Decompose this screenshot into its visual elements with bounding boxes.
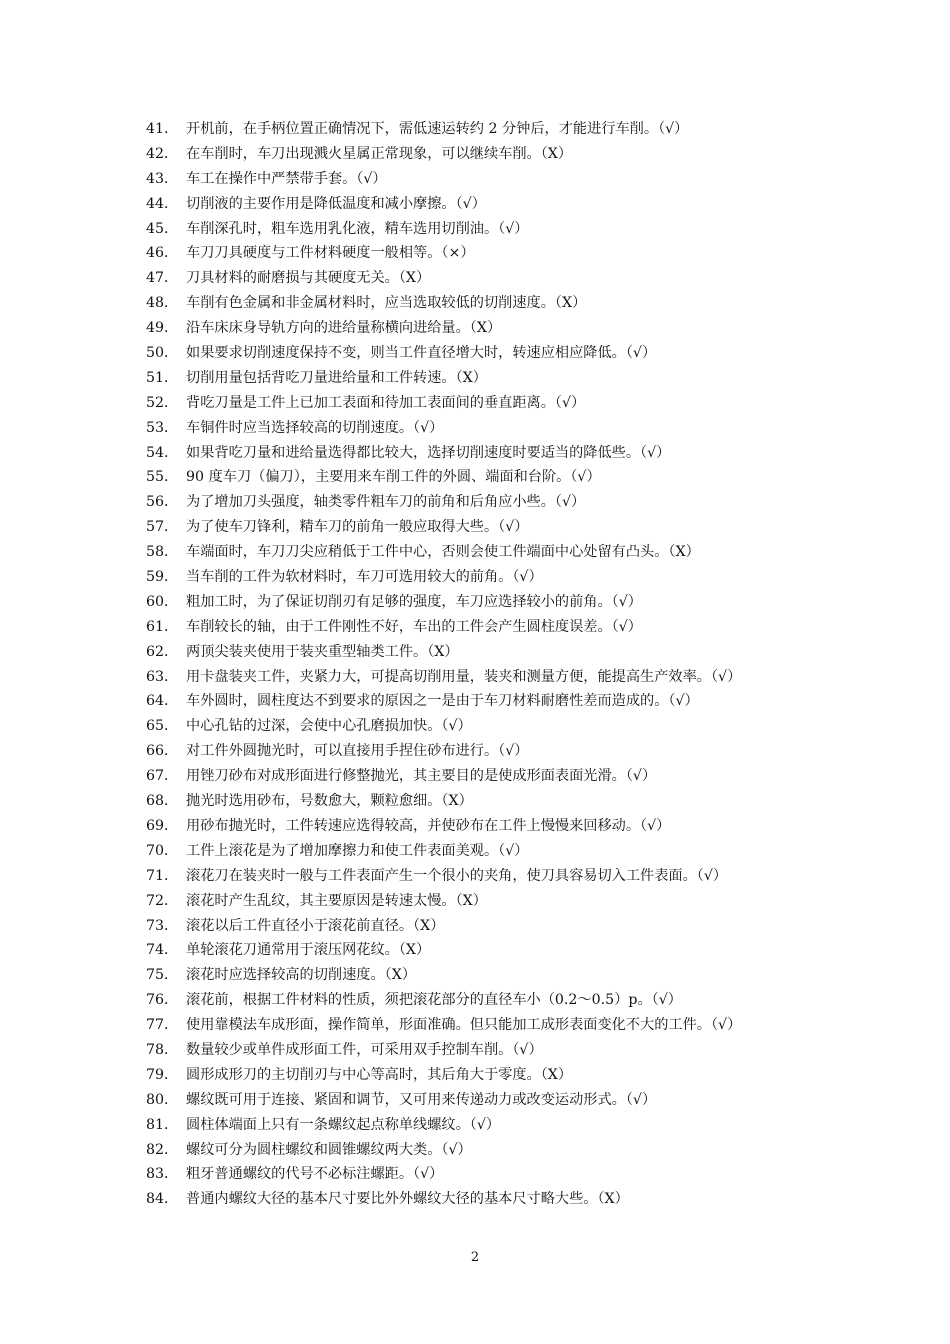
item-text: 圆柱体端面上只有一条螺纹起点称单线螺纹。（√） xyxy=(186,1116,501,1133)
item-text: 滚花时应选择较高的切削速度。（X） xyxy=(186,967,417,984)
item-text: 滚花刀在装夹时一般与工件表面产生一个很小的夹角，使刀具容易切入工件表面。（√） xyxy=(186,867,728,884)
item-text: 普通内螺纹大径的基本尺寸要比外外螺纹大径的基本尺寸略大些。（X） xyxy=(186,1191,629,1208)
item-number: 61． xyxy=(146,618,179,635)
item-number: 51． xyxy=(146,369,179,386)
item-number: 49． xyxy=(146,320,179,337)
list-item xyxy=(146,1162,906,1187)
item-text: 螺纹可分为圆柱螺纹和圆锥螺纹两大类。（√） xyxy=(186,1141,472,1158)
item-number: 45． xyxy=(146,220,179,237)
item-number: 75． xyxy=(146,967,179,984)
item-number: 50． xyxy=(146,345,179,362)
item-text: 如果要求切削速度保持不变，则当工件直径增大时，转速应相应降低。（√） xyxy=(186,345,657,362)
item-number: 56． xyxy=(146,494,179,511)
list-item xyxy=(146,316,906,341)
item-text: 工件上滚花是为了增加摩擦力和使工件表面美观。（√） xyxy=(186,842,529,859)
item-text: 数量较少或单件成形面工件，可采用双手控制车削。（√） xyxy=(186,1041,543,1058)
item-number: 79． xyxy=(146,1066,179,1083)
list-item xyxy=(146,192,906,217)
question-list xyxy=(146,117,906,1212)
list-item xyxy=(146,963,906,988)
item-number: 63． xyxy=(146,668,179,685)
list-item xyxy=(146,714,906,739)
item-number: 41． xyxy=(146,121,179,137)
item-number: 52． xyxy=(146,394,179,411)
list-item xyxy=(146,341,906,366)
item-text: 用锉刀砂布对成形面进行修整抛光，其主要目的是使成形面表面光滑。（√） xyxy=(186,768,657,785)
list-item xyxy=(146,1038,906,1063)
item-number: 43． xyxy=(146,170,179,187)
item-text: 90 度车刀（偏刀），主要用来车削工件的外圆、端面和台阶。（√） xyxy=(186,469,601,486)
list-item xyxy=(146,839,906,864)
item-number: 57． xyxy=(146,519,179,536)
item-text: 用砂布抛光时，工件转速应选得较高，并使砂布在工件上慢慢来回移动。（√） xyxy=(186,817,671,834)
list-item xyxy=(146,689,906,714)
item-number: 70． xyxy=(146,842,179,859)
item-number: 54． xyxy=(146,444,179,461)
item-text: 在车削时，车刀出现溅火星属正常现象，可以继续车削。（X） xyxy=(186,145,573,162)
item-number: 47． xyxy=(146,270,179,287)
list-item xyxy=(146,1088,906,1113)
item-text: 背吃刀量是工件上已加工表面和待加工表面间的垂直距离。（√） xyxy=(186,394,586,411)
list-item xyxy=(146,266,906,291)
item-text: 用卡盘装夹工件，夹紧力大，可提高切削用量，装夹和测量方便，能提高生产效率。（√） xyxy=(186,668,742,685)
list-item xyxy=(146,391,906,416)
item-number: 44． xyxy=(146,195,179,212)
list-item xyxy=(146,465,906,490)
item-number: 68． xyxy=(146,793,179,810)
item-number: 58． xyxy=(146,544,179,561)
list-item xyxy=(146,1187,906,1212)
item-text: 滚花时产生乱纹，其主要原因是转速太慢。（X） xyxy=(186,892,487,909)
item-text: 车削有色金属和非金属材料时，应当选取较低的切削速度。（X） xyxy=(186,295,587,312)
item-text: 圆形成形刀的主切削刃与中心等高时，其后角大于零度。（X） xyxy=(186,1066,573,1083)
item-text: 使用靠模法车成形面，操作简单，形面准确。但只能加工成形表面变化不大的工件。（√） xyxy=(186,1017,742,1034)
list-item xyxy=(146,864,906,889)
item-number: 53． xyxy=(146,419,179,436)
list-item xyxy=(146,167,906,192)
item-number: 71． xyxy=(146,867,179,884)
item-text: 粗加工时，为了保证切削刃有足够的强度，车刀应选择较小的前角。（√） xyxy=(186,593,642,610)
item-text: 车削深孔时，粗车选用乳化液，精车选用切削油。（√） xyxy=(186,220,529,237)
item-text: 粗牙普通螺纹的代号不必标注螺距。（√） xyxy=(186,1166,444,1183)
item-number: 69． xyxy=(146,817,179,834)
list-item xyxy=(146,739,906,764)
item-number: 55． xyxy=(146,469,179,486)
list-item xyxy=(146,988,906,1013)
item-text: 中心孔钻的过深，会使中心孔磨损加快。（√） xyxy=(186,718,472,735)
item-text: 为了使车刀锋利，精车刀的前角一般应取得大些。（√） xyxy=(186,519,529,536)
item-number: 72． xyxy=(146,892,179,909)
list-item xyxy=(146,540,906,565)
item-number: 64． xyxy=(146,693,179,710)
item-number: 60． xyxy=(146,593,179,610)
item-text: 车端面时，车刀刀尖应稍低于工件中心，否则会使工件端面中心处留有凸头。（X） xyxy=(186,544,700,561)
item-text: 刀具材料的耐磨损与其硬度无关。（X） xyxy=(186,270,431,287)
item-number: 65． xyxy=(146,718,179,735)
item-text: 螺纹既可用于连接、紧固和调节，又可用来传递动力或改变运动形式。（√） xyxy=(186,1091,657,1108)
item-number: 84． xyxy=(146,1191,179,1208)
list-item xyxy=(146,441,906,466)
list-item xyxy=(146,117,906,142)
item-text: 当车削的工件为软材料时，车刀可选用较大的前角。（√） xyxy=(186,569,543,586)
item-number: 81． xyxy=(146,1116,179,1133)
item-text: 沿车床床身导轨方向的进给量称横向进给量。（X） xyxy=(186,320,502,337)
list-item xyxy=(146,217,906,242)
item-number: 77． xyxy=(146,1017,179,1034)
list-item xyxy=(146,914,906,939)
list-item xyxy=(146,889,906,914)
list-item xyxy=(146,789,906,814)
item-text: 抛光时选用砂布，号数愈大，颗粒愈细。（X） xyxy=(186,793,473,810)
item-text: 切削用量包括背吃刀量进给量和工件转速。（X） xyxy=(186,369,487,386)
item-text: 如果背吃刀量和进给量选得都比较大，选择切削速度时要适当的降低些。（√） xyxy=(186,444,671,461)
item-number: 66． xyxy=(146,743,179,760)
list-item xyxy=(146,640,906,665)
item-text: 车工在操作中严禁带手套。（√） xyxy=(186,170,387,187)
page-number: 2 xyxy=(470,1250,480,1265)
list-item xyxy=(146,590,906,615)
item-number: 59． xyxy=(146,569,179,586)
list-item xyxy=(146,1013,906,1038)
item-number: 82． xyxy=(146,1141,179,1158)
item-text: 对工件外圆抛光时，可以直接用手捏住砂布进行。（√） xyxy=(186,743,529,760)
list-item xyxy=(146,938,906,963)
item-number: 62． xyxy=(146,643,179,660)
item-number: 80． xyxy=(146,1091,179,1108)
item-text: 为了增加刀头强度，轴类零件粗车刀的前角和后角应小些。（√） xyxy=(186,494,586,511)
list-item xyxy=(146,490,906,515)
list-item xyxy=(146,1063,906,1088)
item-number: 42． xyxy=(146,145,179,162)
item-number: 73． xyxy=(146,917,179,934)
list-item xyxy=(146,515,906,540)
item-text: 两顶尖装夹使用于装夹重型轴类工件。（X） xyxy=(186,643,459,660)
list-item xyxy=(146,764,906,789)
item-text: 车外圆时，圆柱度达不到要求的原因之一是由于车刀材料耐磨性差而造成的。（√） xyxy=(186,693,699,710)
item-number: 83． xyxy=(146,1166,179,1183)
list-item xyxy=(146,615,906,640)
list-item xyxy=(146,416,906,441)
item-number: 76． xyxy=(146,992,179,1009)
list-item xyxy=(146,142,906,167)
list-item xyxy=(146,814,906,839)
item-text: 单轮滚花刀通常用于滚压网花纹。（X） xyxy=(186,942,431,959)
list-item xyxy=(146,1113,906,1138)
item-text: 车刀刀具硬度与工件材料硬度一般相等。（×） xyxy=(186,245,475,262)
list-item xyxy=(146,291,906,316)
list-item xyxy=(146,565,906,590)
item-number: 48． xyxy=(146,295,179,312)
item-text: 滚花前，根据工件材料的性质，须把滚花部分的直径车小（0.2～0.5）p。（√） xyxy=(186,992,682,1009)
item-text: 滚花以后工件直径小于滚花前直径。（X） xyxy=(186,917,445,934)
item-number: 67． xyxy=(146,768,179,785)
item-text: 车铜件时应当选择较高的切削速度。（√） xyxy=(186,419,444,436)
item-text: 切削液的主要作用是降低温度和减小摩擦。（√） xyxy=(186,195,486,212)
list-item xyxy=(146,1138,906,1163)
list-item xyxy=(146,241,906,266)
item-number: 46． xyxy=(146,245,179,262)
list-item xyxy=(146,366,906,391)
list-item xyxy=(146,665,906,690)
item-text: 开机前，在手柄位置正确情况下，需低速运转约 2 分钟后，才能进行车削。（√） xyxy=(186,121,689,137)
item-text: 车削较长的轴，由于工件刚性不好，车出的工件会产生圆柱度误差。（√） xyxy=(186,618,642,635)
item-number: 74． xyxy=(146,942,179,959)
item-number: 78． xyxy=(146,1041,179,1058)
